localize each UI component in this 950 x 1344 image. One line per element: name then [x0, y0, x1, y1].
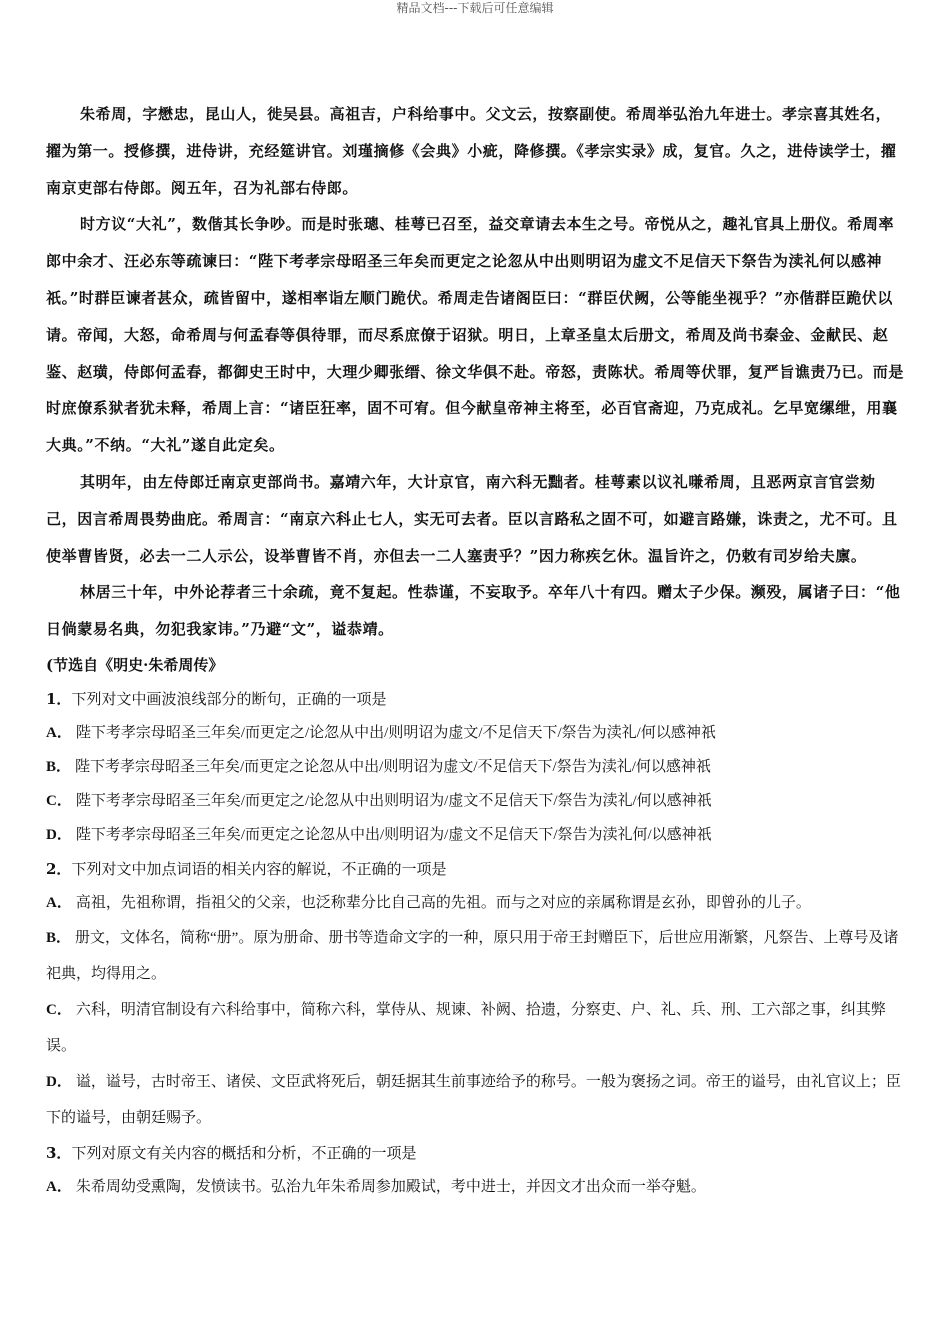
option-label: C． — [46, 1001, 72, 1018]
q2-option-c — [46, 992, 906, 1064]
question-number: 1． — [46, 689, 72, 708]
q2-option-b — [46, 920, 906, 992]
question-text: 下列对文中加点词语的相关内容的解说，不正确的一项是 — [71, 859, 447, 878]
option-text: 朱希周幼受熏陶，发愤读书。弘治九年朱希周参加殿试，考中进士，并因文才出众而一举夺魁。 — [75, 1178, 706, 1195]
option-label: C． — [46, 792, 72, 809]
q3-option-a — [46, 1170, 906, 1204]
option-text: 谥，谥号，古时帝王、诸侯、文臣武将死后，朝廷据其生前事迹给予的称号。一般为褒扬之词。帝王的谥号，由礼官议上；臣下的谥号，由朝廷赐予。 — [46, 1073, 901, 1126]
option-text: 六科，明清官制设有六科给事中，简称六科，掌侍从、规谏、补阙、拾遗，分察吏、户、礼、兵、刑、工六部之事，纠其弊误。 — [46, 1001, 886, 1054]
q1-option-a — [46, 716, 906, 750]
option-text: 陛下考孝宗母昭圣三年矣/而更定之论忽从中出/则明诏为/虚文不足信天下/祭告为渎礼何/以感神祇 — [75, 826, 712, 843]
q1-option-b — [46, 750, 906, 784]
paragraph-1: 朱希周，字懋忠，昆山人，徙吴县。高祖吉，户科给事中。父文云，按察副使。希周举弘治九年进士。孝宗喜其姓名，擢为第一。授修撰，进侍讲，充经筵讲官。刘瑾摘修《会典》小疵，降修撰。《孝宗实录》成，复官。久之，进侍读学士，擢南京吏部右侍郎。阅五年，召为礼部右侍郎。 — [46, 105, 897, 197]
paragraph-4: 林居三十年，中外论荐者三十余疏，竟不复起。性恭谨，不妄取予。卒年八十有四。赠太子少保。濒殁，属诸子曰：“他日倘蒙易名典，勿犯我家讳。”乃避“文”，谥恭靖。 — [46, 583, 901, 639]
option-text: 陛下考孝宗母昭圣三年矣/而更定之/论忽从中出/则明诏为虚文/不足信天下/祭告为渎礼/何以感神祇 — [75, 724, 716, 741]
document-body — [46, 96, 906, 1204]
option-label: A． — [46, 894, 72, 911]
paragraph-2: 时方议“大礼”，数偕其长争吵。而是时张璁、桂萼已召至，益交章请去本生之号。帝悦从之，趣礼官具上册仪。希周率郎中余才、汪必东等疏谏曰：“陛下考孝宗母昭圣三年矣而更定之论忽从中出则明诏为虚文不足信天下祭告为渎礼何以感神祇。”时群臣谏者甚众，疏皆留中，遂相率诣左顺门跪伏。希周走告诸阁臣曰：“群臣伏阙，公等能坐视乎？”亦偕群臣跪伏以请。帝闻，大怒，命希周与何孟春等俱待罪，而尽系庶僚于诏狱。明日，上章圣皇太后册文，希周及尚书秦金、金献民、赵鉴、赵璜，侍郎何孟春，都御史王时中，大理少卿张缙、徐文华俱不赴。帝怒，责陈状。希周等伏罪，复严旨谯责乃已。而是时庶僚系狱者犹未释，希周上言：“诸臣狂率，固不可宥。但今献皇帝神主将至，必百官斋迎，乃克成礼。乞早宽缧绁，用襄大典。”不纳。“大礼”遂自此定矣。 — [46, 215, 905, 455]
option-label: A． — [46, 724, 72, 741]
question-number: 3． — [46, 1143, 72, 1162]
question-1 — [46, 682, 906, 716]
option-label: D． — [46, 826, 72, 843]
question-3 — [46, 1136, 906, 1170]
option-text: 陛下考孝宗母昭圣三年矣/而更定之/论忽从中出则明诏为/虚文不足信天下/祭告为渎礼/何以感神祇 — [75, 792, 712, 809]
question-number: 2． — [46, 859, 72, 878]
option-text: 陛下考孝宗母昭圣三年矣/而更定之论忽从中出/则明诏为虚文/不足信天下/祭告为渎礼/何以感神祇 — [75, 758, 711, 775]
page-header: 精品文档---下载后可任意编辑 — [396, 1, 554, 15]
q2-option-a — [46, 886, 906, 920]
option-text: 册文，文体名，简称“册”。原为册命、册书等造命文字的一种，原只用于帝王封赠臣下，后世应用渐繁，凡祭告、上尊号及诸祀典，均得用之。 — [46, 929, 899, 982]
q2-option-d — [46, 1064, 906, 1136]
q1-option-c — [46, 784, 906, 818]
option-text: 高祖，先祖称谓，指祖父的父亲，也泛称辈分比自己高的先祖。而与之对应的亲属称谓是玄孙，即曾孙的儿子。 — [75, 894, 811, 911]
option-label: D． — [46, 1073, 72, 1090]
source-note: (节选自《明史·朱希周传》 — [46, 655, 224, 674]
q1-option-d — [46, 818, 906, 852]
option-label: A． — [46, 1178, 72, 1195]
option-label: B． — [46, 758, 72, 775]
question-2 — [46, 852, 906, 886]
question-text: 下列对文中画波浪线部分的断句，正确的一项是 — [71, 689, 387, 708]
option-label: B． — [46, 929, 72, 946]
paragraph-3: 其明年，由左侍郎迁南京吏部尚书。嘉靖六年，大计京官，南六科无黜者。桂萼素以议礼嗛希周，且恶两京言官尝劾己，因言希周畏势曲庇。希周言：“南京六科止七人，实无可去者。臣以言路私之固不可，如避言路嫌，诛责之，尤不可。且使举曹皆贤，必去一二人示公，设举曹皆不肖，亦但去一二人塞责乎？”因力称疾乞休。温旨许之，仍敕有司岁给夫廪。 — [46, 472, 898, 565]
question-text: 下列对原文有关内容的概括和分析，不正确的一项是 — [71, 1143, 417, 1162]
